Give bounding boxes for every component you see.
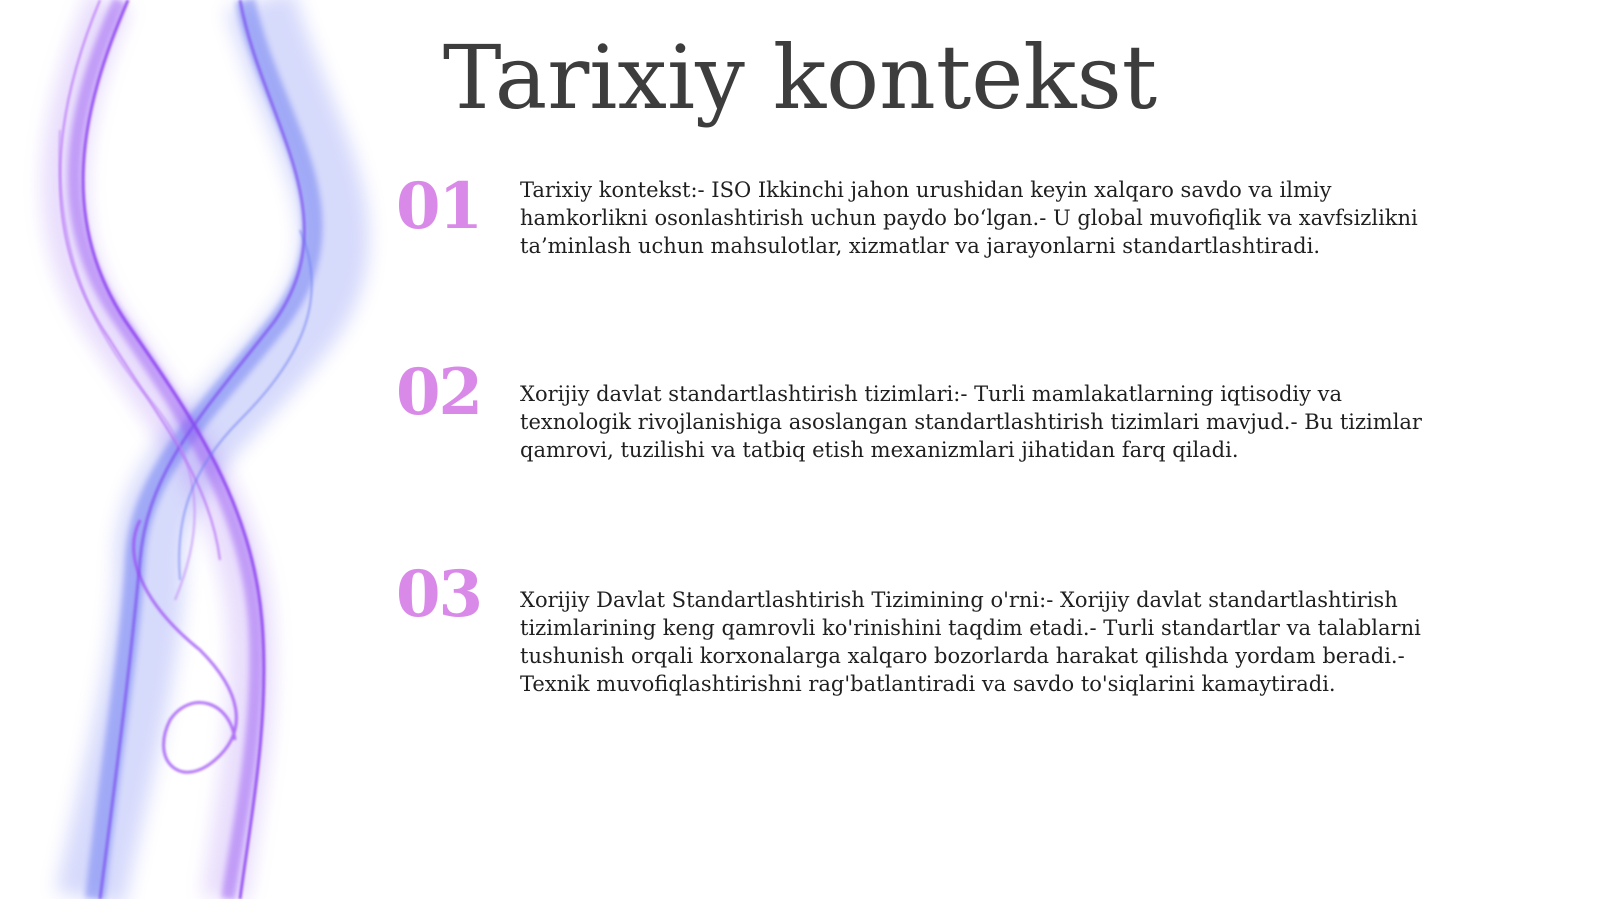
item-text: Xorijiy davlat standartlashtirish tizimlari:- Turli mamlakatlarning iqtisodiy va texnologik rivojlanishiga asoslangan standartlashtirish tizimlari mavjud.- Bu tizimlar qamrovi, tuzilishi va tatbiq etish mexanizmlari jihatidan farq qiladi. [520, 382, 1422, 462]
purple-smoke-decoration [0, 0, 400, 899]
slide-title: Tarixiy kontekst [442, 26, 1158, 129]
item-number: 02 [396, 355, 482, 430]
item-text: Xorijiy Davlat Standartlashtirish Tizimining o'rni:- Xorijiy davlat standartlashtirish tizimlarining keng qamrovli ko'rinishini taqdim etadi.- Turli standartlar va talablarni tushunish orqali korxonalarga xalqaro bozorlarda harakat qilishda yordam beradi.- Texnik muvofiqlashtirishni rag'batlantiradi va savdo to'siqlarini kamaytiradi. [520, 588, 1421, 696]
item-number: 03 [396, 557, 482, 632]
item-text: Tarixiy kontekst:- ISO Ikkinchi jahon urushidan keyin xalqaro savdo va ilmiy hamkorlikni osonlashtirish uchun paydo bo‘lgan.- U global muvofiqlik va xavfsizlikni ta’minlash uchun mahsulotlar, xizmatlar va jarayonlarni standartlashtiradi. [520, 178, 1418, 258]
item-number: 01 [396, 169, 482, 244]
